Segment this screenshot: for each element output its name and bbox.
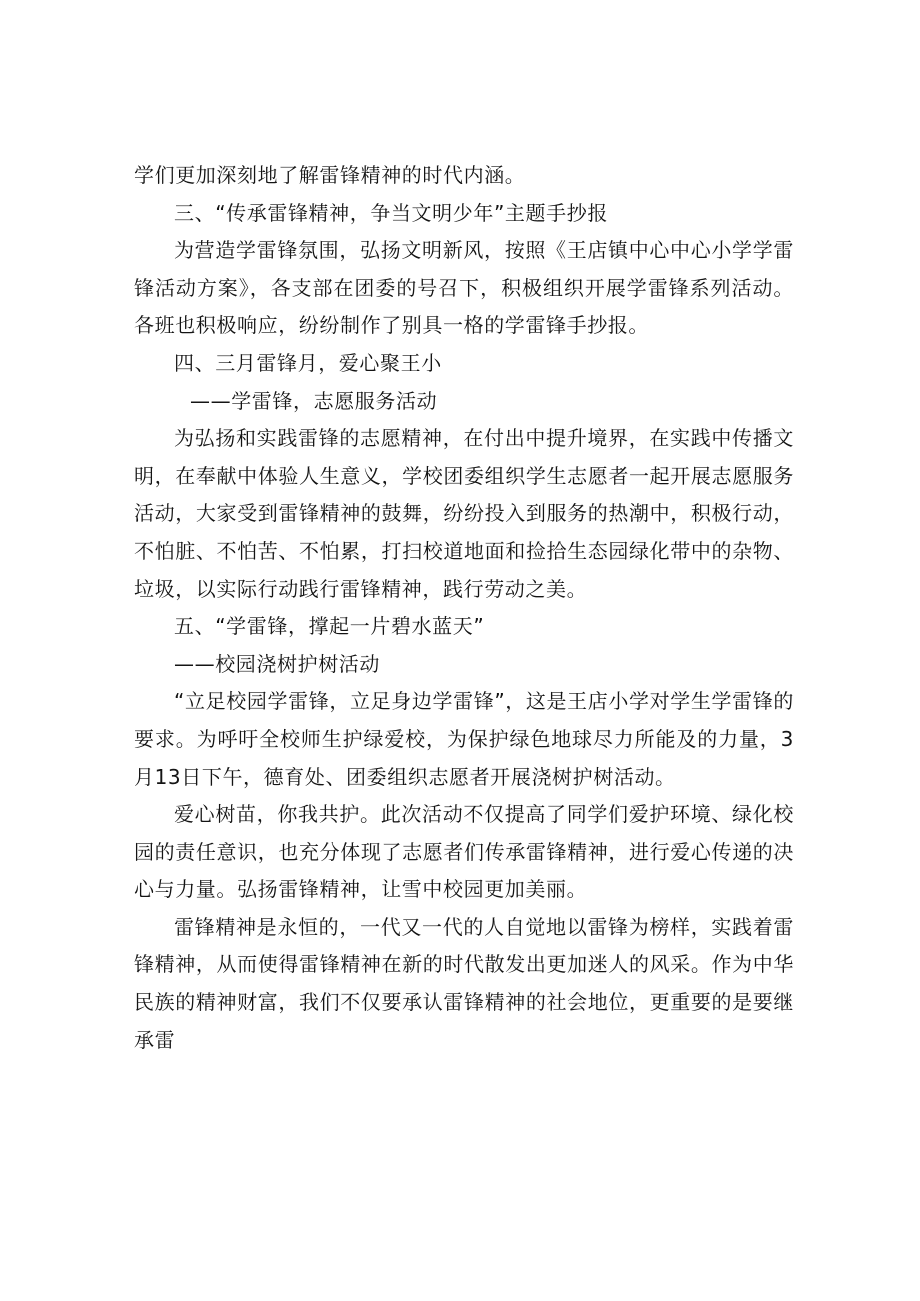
section-heading-4: 四、三月雷锋月，爱心聚王小 xyxy=(174,350,442,375)
section-heading-3: 三、“传承雷锋精神，争当文明少年”主题手抄报 xyxy=(174,200,608,225)
section-subheading-4: ——学雷锋，志愿服务活动 xyxy=(190,388,438,413)
paragraph: “立足校园学雷锋，立足身边学雷锋”，这是王店小学对学生学雷锋的要求。为呼吁全校师生护绿爱校，为保护绿色地球尽力所能及的力量，3月13日下午，德育处、团委组织志愿者开展浇树护树活动。 xyxy=(134,689,794,789)
document-body xyxy=(134,157,794,1059)
paragraph: 为营造学雷锋氛围，弘扬文明新风，按照《王店镇中心中心小学学雷锋活动方案》，各支部在团委的号召下，积极组织开展学雷锋系列活动。各班也积极响应，纷纷制作了别具一格的学雷锋手抄报。 xyxy=(134,238,794,338)
paragraph-continuation: 学们更加深刻地了解雷锋精神的时代内涵。 xyxy=(134,163,526,187)
section-subheading-5: ——校园浇树护树活动 xyxy=(174,651,380,676)
paragraph: 爱心树苗，你我共护。此次活动不仅提高了同学们爱护环境、绿化校园的责任意识，也充分体现了志愿者们传承雷锋精神，进行爱心传递的决心与力量。弘扬雷锋精神，让雪中校园更加美丽。 xyxy=(134,802,794,902)
paragraph: 雷锋精神是永恒的，一代又一代的人自觉地以雷锋为榜样，实践着雷锋精神，从而使得雷锋精神在新的时代散发出更加迷人的风采。作为中华民族的精神财富，我们不仅要承认雷锋精神的社会地位，更重要的是要继承雷 xyxy=(134,914,794,1052)
paragraph: 为弘扬和实践雷锋的志愿精神，在付出中提升境界，在实践中传播文明，在奉献中体验人生意义，学校团委组织学生志愿者一起开展志愿服务活动，大家受到雷锋精神的鼓舞，纷纷投入到服务的热潮中，积极行动，不怕脏、不怕苦、不怕累，打扫校道地面和捡拾生态园绿化带中的杂物、垃圾，以实际行动践行雷锋精神，践行劳动之美。 xyxy=(134,426,794,601)
section-heading-5: 五、“学雷锋，撑起一片碧水蓝天” xyxy=(174,614,485,639)
